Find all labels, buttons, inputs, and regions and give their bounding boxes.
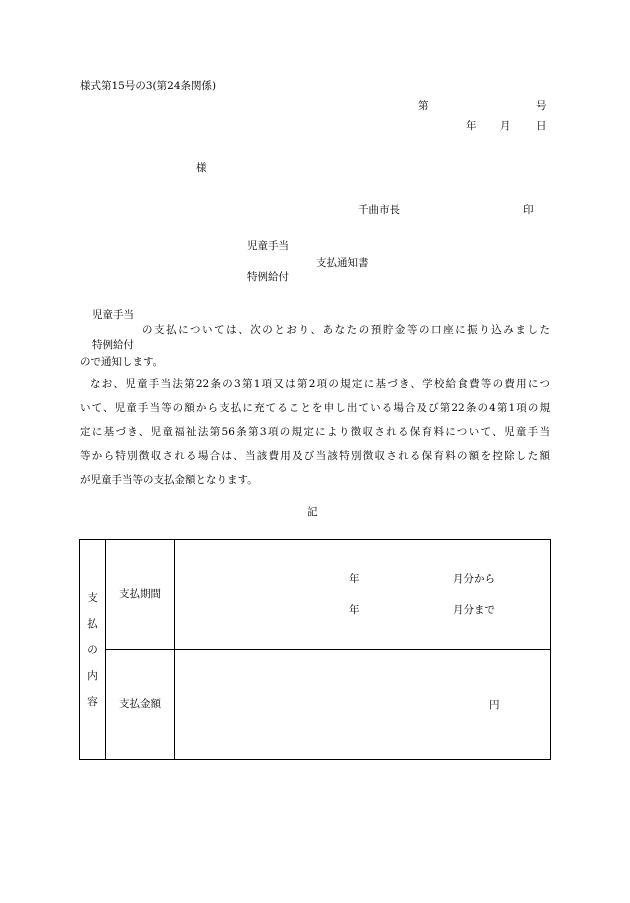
addressee-honorific: 様 <box>196 162 207 174</box>
issuer-name: 千曲市長 <box>358 204 400 216</box>
period-label: 支払期間 <box>106 540 175 650</box>
amount-value-cell <box>175 650 551 760</box>
ki-heading: 記 <box>307 506 318 518</box>
amount-label: 支払金額 <box>106 650 175 760</box>
section-char: 払 <box>87 617 98 630</box>
section-char: 内 <box>87 669 98 682</box>
payment-details-table <box>79 539 551 760</box>
title-option-bottom: 特例給付 <box>247 271 289 283</box>
body-option-top: 児童手当 <box>92 309 134 321</box>
date-month: 月 <box>500 120 511 132</box>
body-option-bottom: 特例給付 <box>92 339 134 351</box>
title-option-top: 児童手当 <box>247 240 289 252</box>
body-p2-line1: なお、児童手当法第22条の3第1項又は第2項の規定に基づき、学校給食費等の費用につ <box>90 378 550 390</box>
section-label-cell <box>80 540 106 760</box>
section-char: 容 <box>87 695 98 708</box>
doc-number-suffix: 号 <box>536 100 547 112</box>
doc-number-prefix: 第 <box>418 100 429 112</box>
section-char: 支 <box>87 591 98 604</box>
period-to-year: 年 <box>349 604 360 616</box>
amount-unit: 円 <box>489 699 500 711</box>
body-p1-line2: ので通知します。 <box>80 356 164 368</box>
form-number: 様式第15号の3(第24条関係) <box>80 80 217 92</box>
body-p2-line5: が児童手当等の支払金額となります。 <box>80 474 258 486</box>
body-p1-line1: の支払については、次のとおり、あなたの預貯金等の口座に振り込みました <box>142 324 550 336</box>
date-day: 日 <box>536 120 547 132</box>
period-to-month: 月分まで <box>453 604 495 616</box>
body-p2-line2: いて、児童手当等の額から支払に充てることを申し出ている場合及び第22条の4第1項の規 <box>80 402 550 414</box>
date-year: 年 <box>466 120 477 132</box>
section-char: の <box>87 643 98 656</box>
period-value-cell <box>175 540 551 650</box>
body-p2-line4: 等から特別徴収される場合は、当該費用及び当該特別徴収される保育料の額を控除した額 <box>80 450 550 462</box>
title-main: 支払通知書 <box>316 257 369 269</box>
period-from-month: 月分から <box>453 573 495 585</box>
period-from-year: 年 <box>349 573 360 585</box>
body-paragraph-2 <box>80 372 550 492</box>
issuer-seal: 印 <box>523 204 534 216</box>
body-p2-line3: 定に基づき、児童福祉法第56条第3項の規定により徴収される保育料について、児童手当 <box>80 426 550 438</box>
